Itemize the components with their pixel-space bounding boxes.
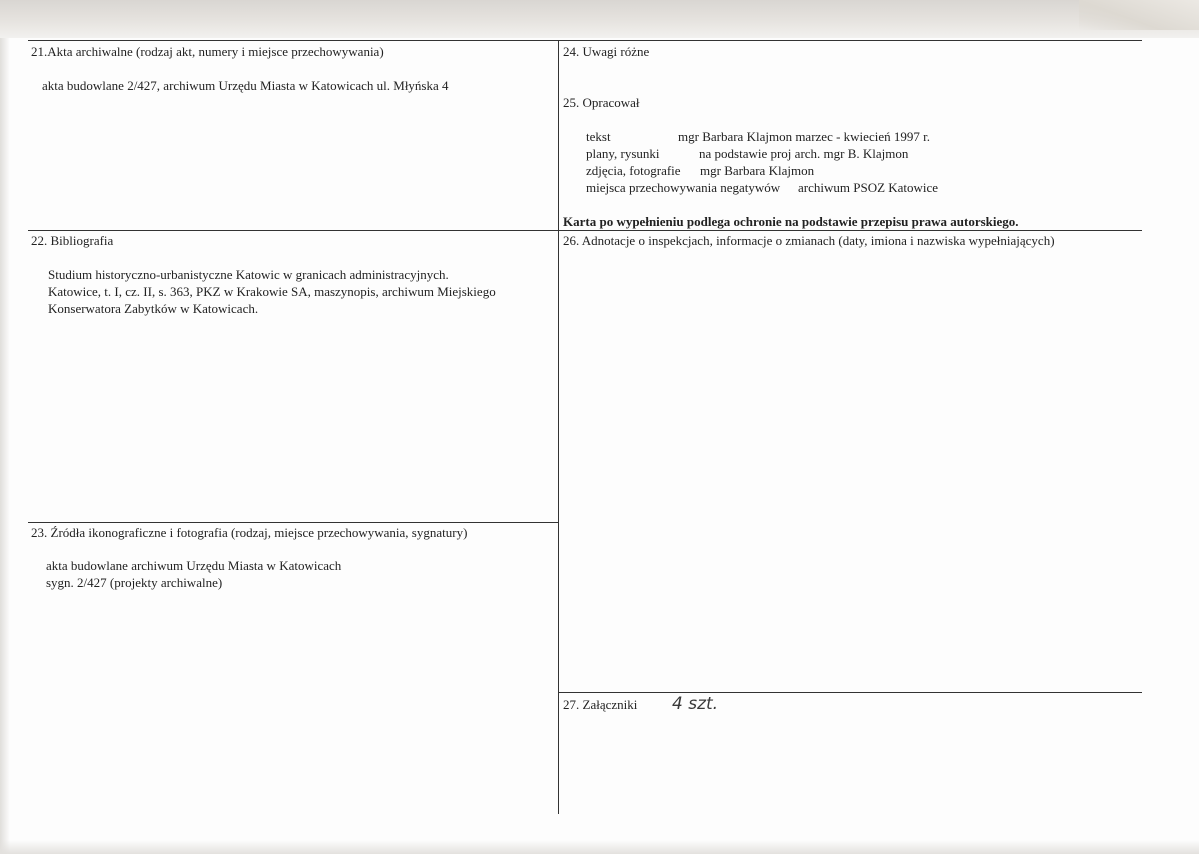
section-25-value-plans: na podstawie proj arch. mgr B. Klajmon [699, 146, 909, 161]
section-23-heading: 23. Źródła ikonograficzne i fotografia (rodzaj, miejsce przechowywania, sygnatury) [31, 525, 468, 540]
rule-above-section-23 [28, 522, 558, 523]
section-25-value-text: mgr Barbara Klajmon marzec - kwiecień 1997 r. [678, 129, 930, 144]
section-26-heading: 26. Adnotacje o inspekcjach, informacje o zmianach (daty, imiona i nazwiska wypełniających) [563, 233, 1055, 248]
section-25-label-text: tekst [586, 129, 611, 144]
section-22-line-1: Studium historyczno-urbanistyczne Katowic w granicach administracyjnych. [48, 267, 449, 282]
scan-top-band [0, 0, 1199, 38]
section-22-line-3: Konserwatora Zabytków w Katowicach. [48, 301, 259, 316]
section-23-line-2: sygn. 2/427 (projekty archiwalne) [46, 575, 223, 590]
section-23-line-1: akta budowlane archiwum Urzędu Miasta w Katowicach [46, 558, 342, 573]
section-25-heading: 25. Opracował [563, 95, 640, 110]
section-21-line-1: akta budowlane 2/427, archiwum Urzędu Miasta w Katowicach ul. Młyńska 4 [42, 78, 449, 93]
rule-above-section-27 [558, 692, 1142, 693]
section-25-value-photos: mgr Barbara Klajmon [700, 163, 815, 178]
section-22-heading: 22. Bibliografia [31, 233, 114, 248]
section-22-line-2: Katowice, t. I, cz. II, s. 363, PKZ w Krakowie SA, maszynopis, archiwum Miejskiego [48, 284, 496, 299]
section-25-label-plans: plany, rysunki [586, 146, 660, 161]
center-divider [558, 40, 559, 814]
section-21-heading: 21.Akta archiwalne (rodzaj akt, numery i miejsce przechowywania) [31, 44, 384, 59]
section-25-value-negatives: archiwum PSOZ Katowice [798, 180, 939, 195]
copyright-note: Karta po wypełnieniu podlega ochronie na podstawie przepisu prawa autorskiego. [563, 214, 1019, 229]
section-24-heading: 24. Uwagi różne [563, 44, 650, 59]
section-27-handwritten-count: 4 szt. [672, 694, 719, 714]
rule-above-section-22 [28, 230, 1142, 231]
section-25-label-negatives: miejsca przechowywania negatywów [586, 180, 781, 195]
top-rule [28, 40, 1142, 41]
scan-left-shade [0, 38, 10, 854]
paper-edge-shadow [1079, 0, 1199, 30]
scan-bottom-shade [0, 840, 1199, 854]
section-25-label-photos: zdjęcia, fotografie [586, 163, 681, 178]
section-27-heading: 27. Załączniki [563, 697, 638, 712]
